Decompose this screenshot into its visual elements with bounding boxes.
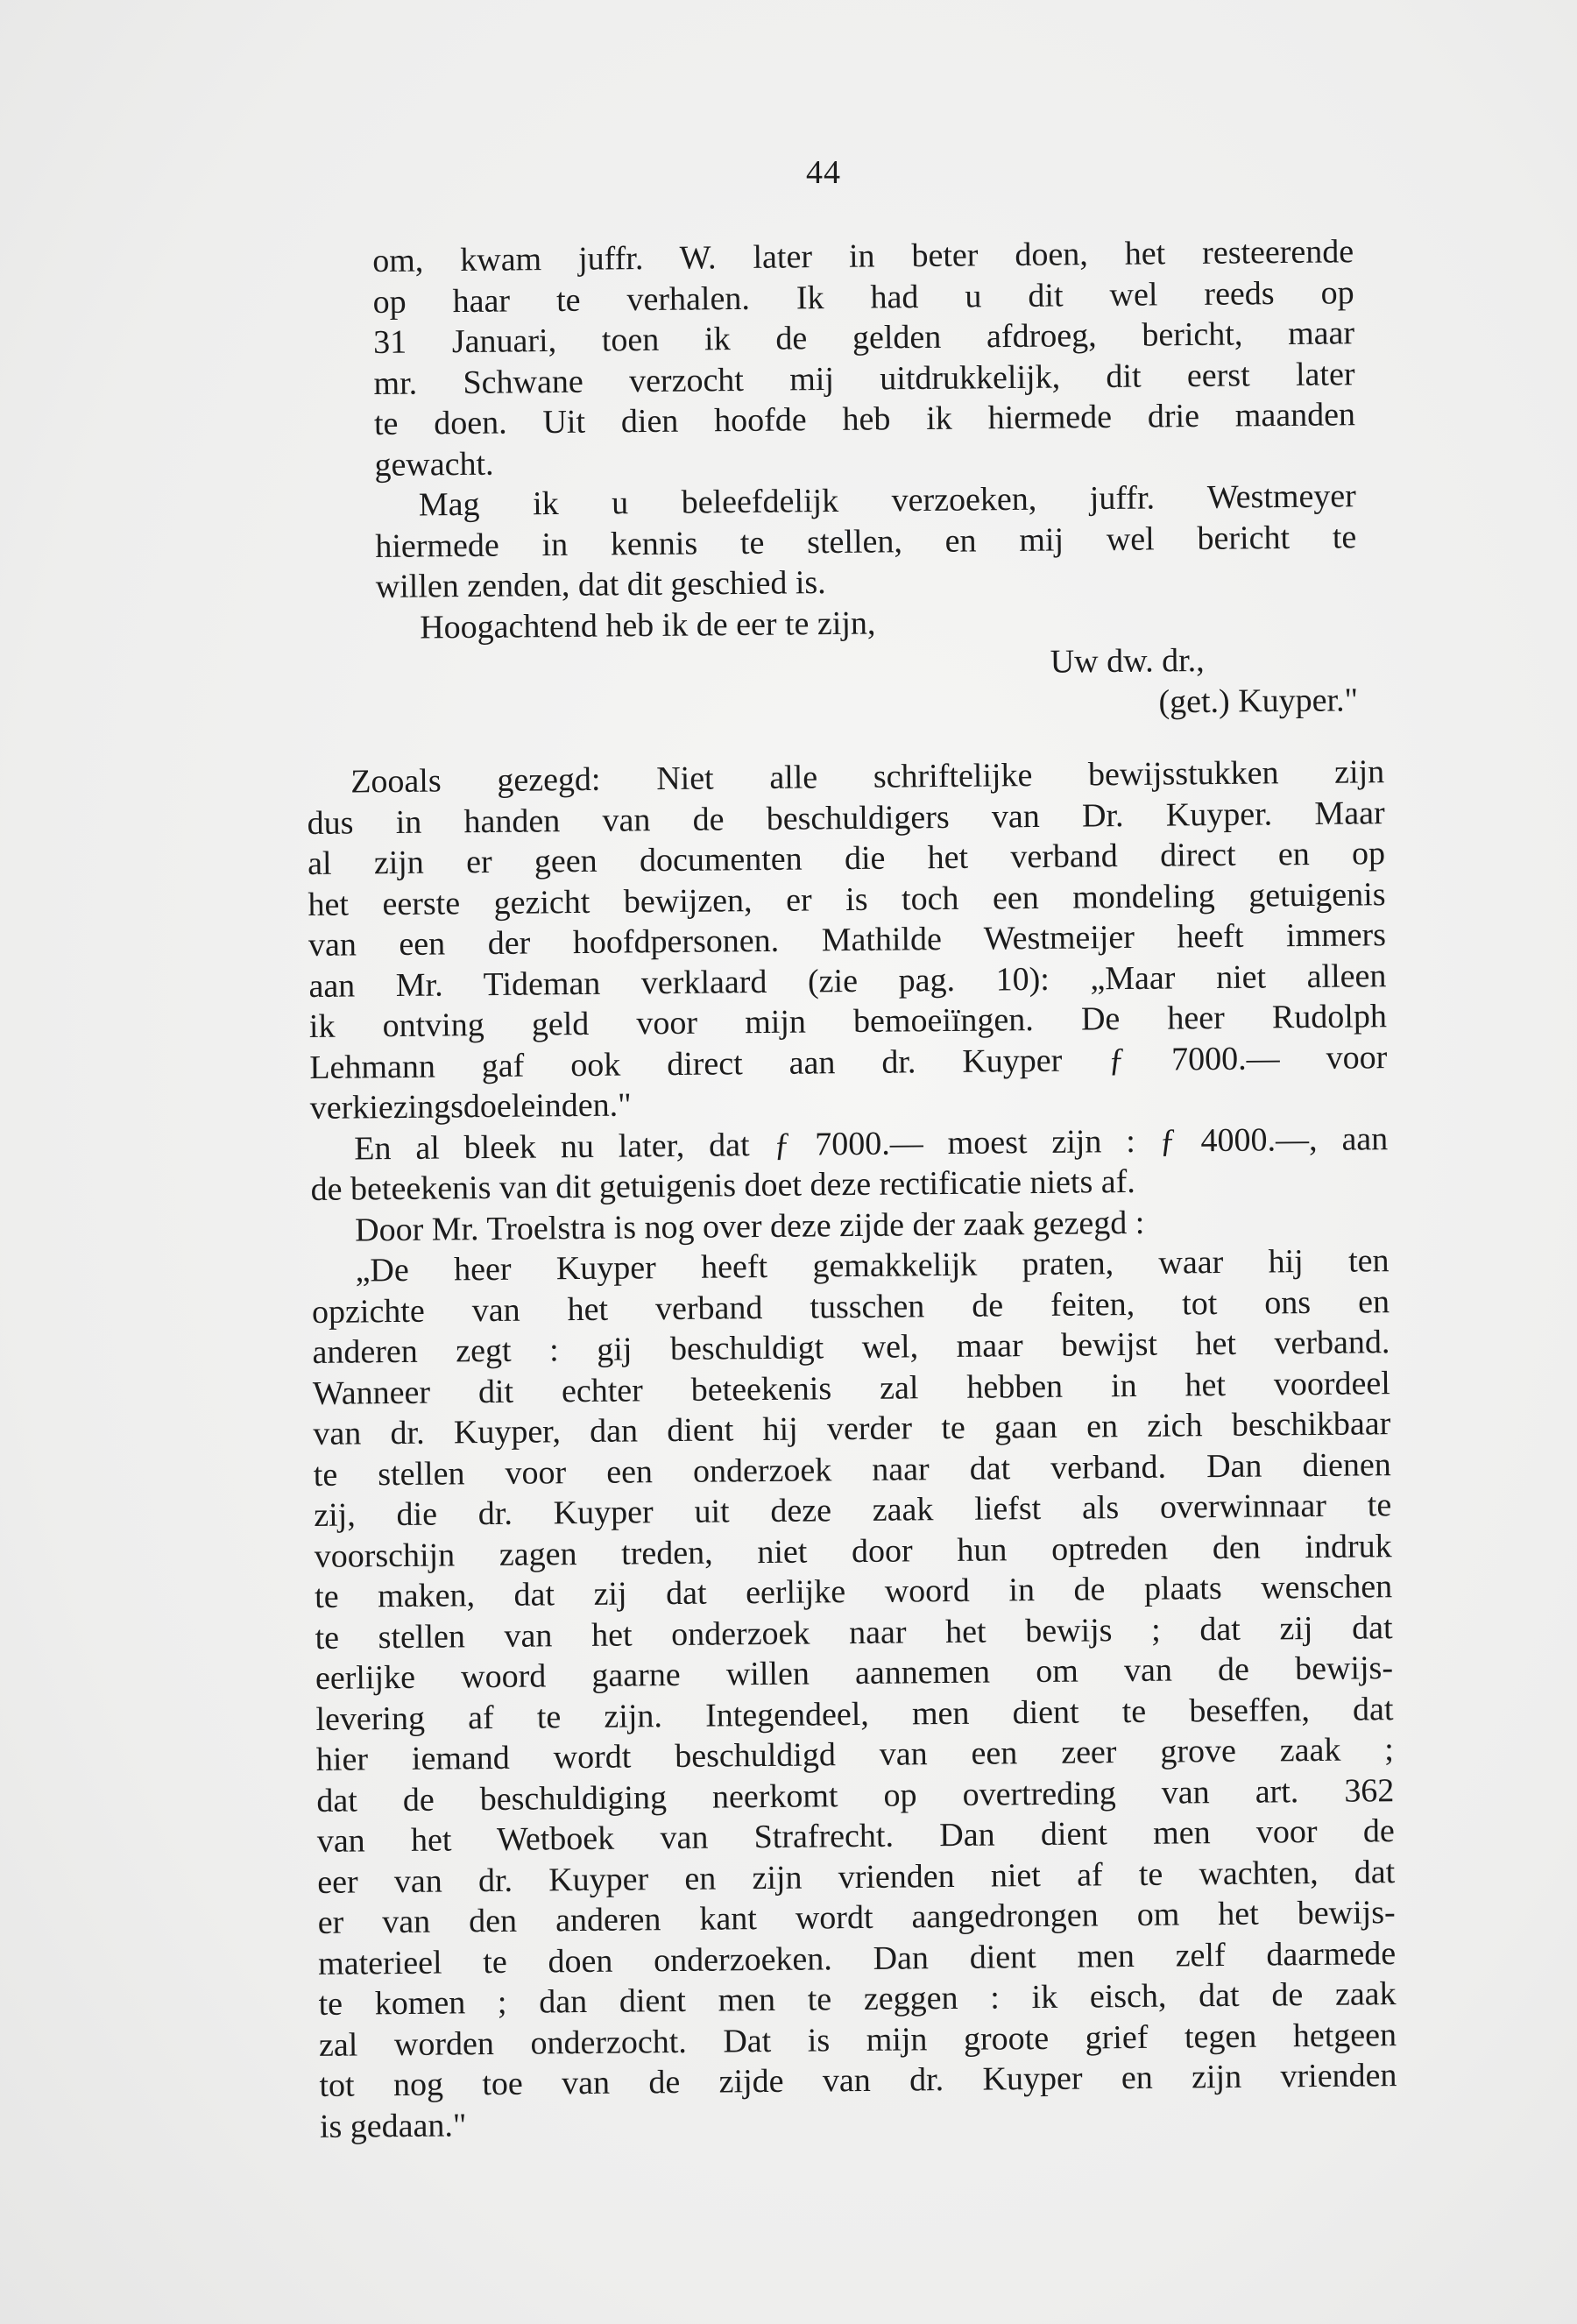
text-line: levering af te zijn. Integendeel, men dient te beseffen, dat bbox=[315, 1690, 1394, 1738]
text-line: is gedaan." bbox=[319, 2106, 467, 2145]
text-line: Zooals gezegd: Niet alle schriftelijke bewijsstukken zijn bbox=[350, 753, 1385, 801]
text-line: tot nog toe van de zijde van dr. Kuyper en zijn vrienden bbox=[319, 2057, 1397, 2104]
text-line: anderen zegt : gij beschuldigt wel, maar bewijst het verband. bbox=[312, 1324, 1390, 1371]
text-line: gewacht. bbox=[374, 445, 494, 484]
text-line: eer van dr. Kuyper en zijn vrienden niet af te wachten, dat bbox=[317, 1853, 1396, 1901]
text-line: te stellen voor een onderzoek naar dat verband. Dan dienen bbox=[313, 1445, 1391, 1494]
text-line: te doen. Uit dien hoofde heb ik hiermede drie maanden bbox=[373, 396, 1356, 442]
body-paragraph-4-quote bbox=[311, 1240, 1397, 2147]
text-line: mr. Schwane verzocht mij uitdrukkelijk, dit eerst later bbox=[373, 355, 1355, 402]
body-text bbox=[307, 752, 1397, 2147]
letter-closing: Hoogachtend heb ik de eer te zijn, bbox=[420, 604, 876, 646]
text-line: Wanneer dit echter beteekenis zal hebben in het voordeel bbox=[312, 1364, 1391, 1412]
letter-paragraph-2 bbox=[375, 476, 1357, 607]
text-line: willen zenden, dat dit geschied is. bbox=[375, 564, 826, 605]
text-line: te maken, dat zij dat eerlijke woord in de plaats wenschen bbox=[314, 1568, 1393, 1615]
text-line: zij, die dr. Kuyper uit deze zaak liefst als overwinnaar te bbox=[314, 1487, 1392, 1534]
text-line: om, kwam juffr. W. later in beter doen, het resteerende bbox=[372, 233, 1354, 279]
text-line: 31 Januari, toen ik de gelden afdroeg, bericht, maar bbox=[372, 314, 1355, 361]
text-line: de beteekenis van dit getuigenis doet deze rectificatie niets af. bbox=[310, 1162, 1135, 1208]
text-line: ik ontving geld voor mijn bemoeiïngen. De heer Rudolph bbox=[308, 998, 1388, 1045]
letter-signature: (get.) Kuyper." bbox=[1158, 681, 1359, 720]
text-line: van een der hoofdpersonen. Mathilde Westmeijer heeft immers bbox=[308, 916, 1387, 964]
text-line: hiermede in kennis te stellen, en mij wel bericht te bbox=[375, 518, 1357, 565]
text-line: verkiezingsdoeleinden." bbox=[309, 1086, 632, 1127]
text-line: dat de beschuldiging neerkomt op overtreding van art. 362 bbox=[316, 1771, 1395, 1819]
text-line: van het Wetboek van Strafrecht. Dan dient men voor de bbox=[316, 1812, 1395, 1860]
letter-signoff: Uw dw. dr., bbox=[1050, 641, 1205, 681]
text-line: eerlijke woord gaarne willen aannemen om van de bewijs- bbox=[315, 1649, 1394, 1697]
body-paragraph-1 bbox=[307, 752, 1388, 1128]
text-line: hier iemand wordt beschuldigd van een zeer grove zaak ; bbox=[315, 1731, 1395, 1778]
text-line: het eerste gezicht bewijzen, er is toch een mondeling getuigenis bbox=[308, 875, 1386, 923]
text-line: Door Mr. Troelstra is nog over deze zijde der zaak gezegd : bbox=[354, 1204, 1145, 1248]
text-line: voorschijn zagen treden, niet door hun optreden den indruk bbox=[314, 1527, 1392, 1575]
body-paragraph-2 bbox=[310, 1119, 1389, 1211]
text-line: op haar te verhalen. Ik had u dit wel reeds op bbox=[372, 273, 1354, 321]
text-line: te stellen van het onderzoek naar het bewijs ; dat zij dat bbox=[315, 1608, 1393, 1656]
text-line: van dr. Kuyper, dan dient hij verder te gaan en zich beschikbaar bbox=[313, 1405, 1391, 1452]
text-line: te komen ; dan dient men te zeggen : ik eisch, dat de zaak bbox=[318, 1975, 1397, 2023]
text-line: er van den anderen kant wordt aangedrongen om het bewijs- bbox=[317, 1894, 1396, 1941]
text-line: al zijn er geen documenten die het verband direct en op bbox=[307, 835, 1386, 882]
text-line: Mag ik u beleefdelijk verzoeken, juffr. Westmeyer bbox=[418, 477, 1357, 524]
text-line: opzichte van het verband tusschen de feiten, tot ons en bbox=[311, 1282, 1390, 1331]
letter-paragraph-1 bbox=[372, 231, 1356, 485]
text-line: dus in handen van de beschuldigers van Dr. Kuyper. Maar bbox=[307, 794, 1385, 842]
text-line: zal worden onderzocht. Dat is mijn groote grief tegen hetgeen bbox=[318, 2016, 1397, 2064]
text-line: Lehmann gaf ook direct aan dr. Kuyper ƒ 7000.— voor bbox=[309, 1038, 1388, 1086]
text-line: materieel te doen onderzoeken. Dan dient men zelf daarmede bbox=[317, 1934, 1397, 1982]
quoted-letter bbox=[372, 231, 1358, 730]
text-line: En al bleek nu later, dat ƒ 7000.— moest zijn : ƒ 4000.—, aan bbox=[354, 1120, 1389, 1167]
page-number: 44 bbox=[806, 154, 841, 191]
text-line: „De heer Kuyper heeft gemakkelijk praten, waar hij ten bbox=[355, 1242, 1390, 1289]
text-line: aan Mr. Tideman verklaard (zie pag. 10): „Maar niet alleen bbox=[308, 957, 1387, 1005]
